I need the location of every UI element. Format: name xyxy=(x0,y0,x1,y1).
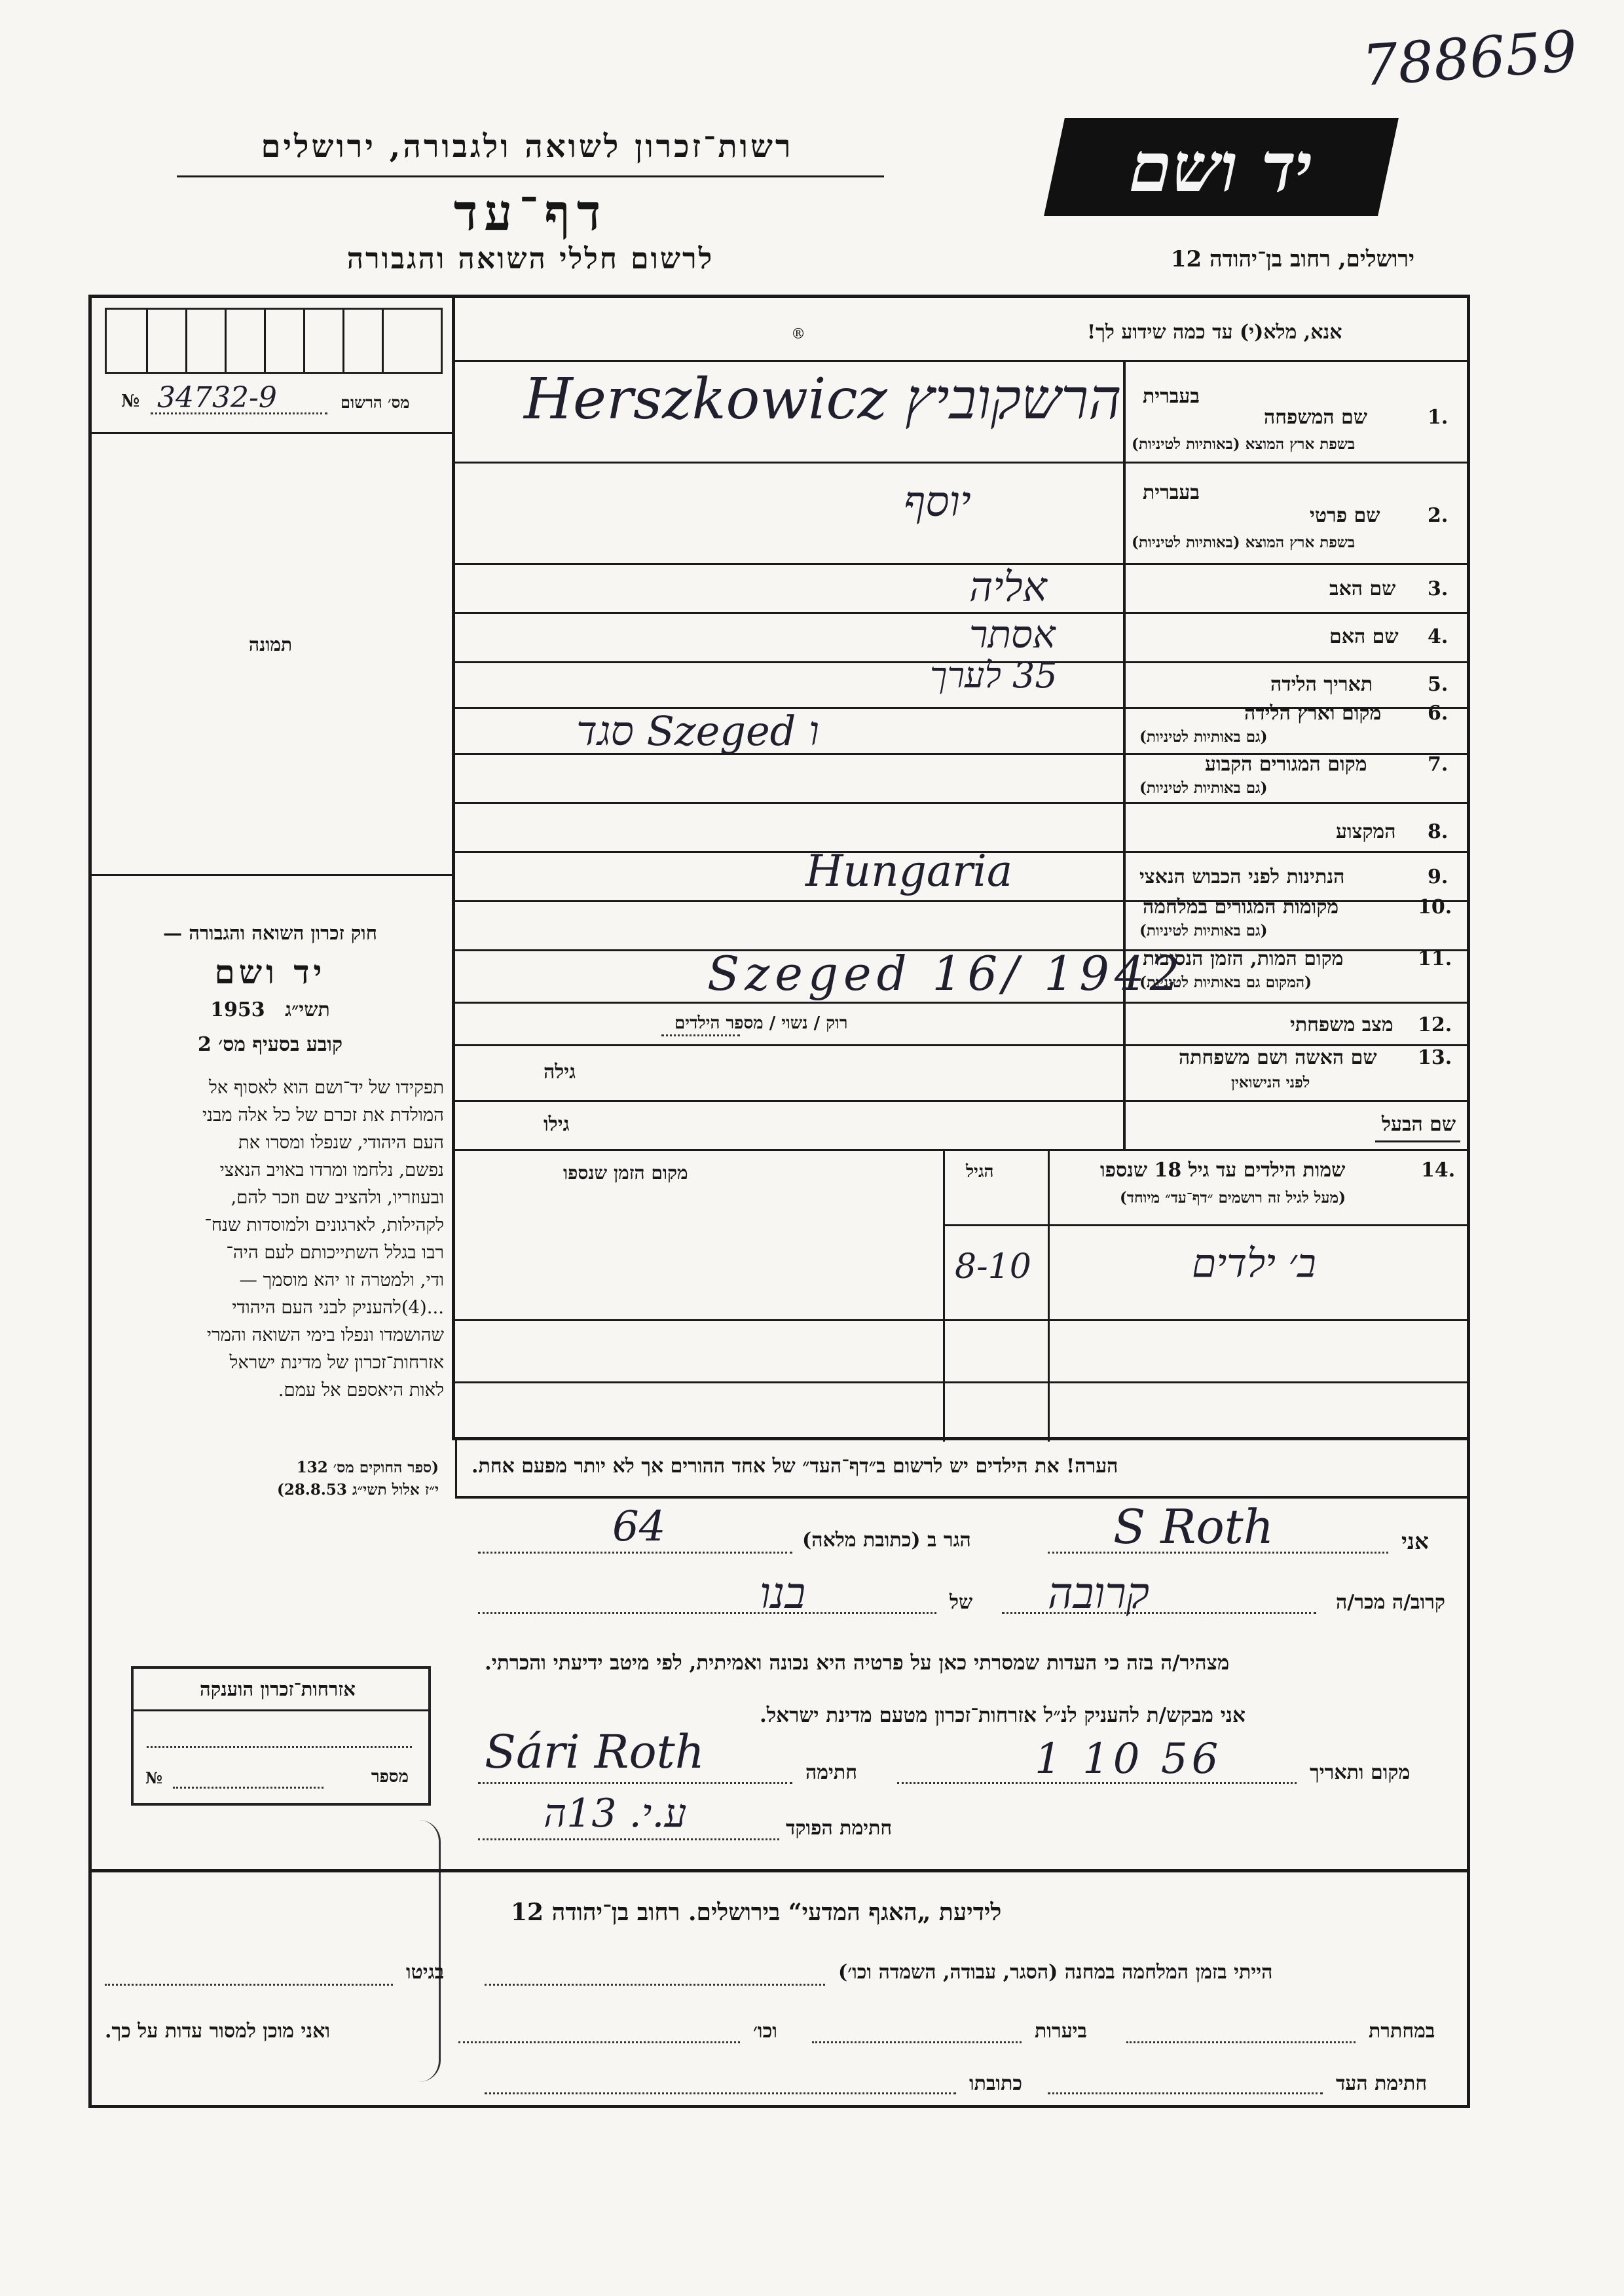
law-line: ...(4)להעניק לבני העם היהודי xyxy=(232,1297,444,1318)
children-age-header: הגיל xyxy=(966,1162,994,1182)
field-10-label: מקומות המגורים במלחמה xyxy=(1143,896,1339,919)
ghetto-label: בגיטו xyxy=(406,1961,445,1984)
officer-value: ע.י. 13ה xyxy=(544,1791,687,1836)
of-dots xyxy=(478,1612,936,1614)
husband-underline xyxy=(1375,1140,1460,1142)
field-3-value: אליה xyxy=(969,563,1047,611)
law-name: יד ושם xyxy=(214,953,326,991)
children-place-header: מקום הזמן שנספו xyxy=(563,1162,688,1184)
field-11-number: 11. xyxy=(1418,947,1452,970)
field-5-number: 5. xyxy=(1428,673,1449,696)
law-line: לאות היאספם אל עמם. xyxy=(278,1379,444,1400)
citizenship-number-label: מספר xyxy=(371,1767,409,1787)
field-10-sub: (גם באותיות לטיניות) xyxy=(1139,922,1268,939)
registration-divider xyxy=(92,432,453,434)
law-line: רבו בגלל השתייכותם לעם היה־ xyxy=(226,1242,444,1263)
field-7-label: מקום המגורים הקבוע xyxy=(1205,753,1367,776)
field-8-label: המקצוע xyxy=(1336,820,1396,843)
hebrew-label-1: בעברית xyxy=(1143,385,1200,408)
authority-underline xyxy=(177,175,884,177)
children-count-dots xyxy=(661,1034,740,1036)
field-9-number: 9. xyxy=(1428,866,1449,888)
law-line: נפשם, נלחמו ומרדו באויב הנאצי xyxy=(219,1159,444,1180)
note-bottom xyxy=(455,1496,1468,1499)
law-line: ובעוזריו, ולהציב שם וזכר להם, xyxy=(231,1187,444,1208)
wife-age-label: גילה xyxy=(544,1061,576,1084)
field-1-number: 1. xyxy=(1428,406,1449,429)
frame-left xyxy=(88,295,92,2108)
camp-line: הייתי בזמן המלחמה במחנה (הסגר, עבודה, השמדה וכו׳) xyxy=(838,1961,1273,1984)
field-5-label: תאריך הלידה xyxy=(1270,673,1373,696)
officer-bracket xyxy=(419,1820,441,2082)
field-13-label: שם האשה ושם משפחתה xyxy=(1179,1046,1377,1069)
forests-label: ביערות xyxy=(1035,2020,1088,2043)
field-5-value: 35 לערך xyxy=(930,655,1058,696)
field-2-sub: בשפת ארץ המוצא (באותיות לטיניות) xyxy=(1132,534,1356,551)
hiding-dots xyxy=(1126,2041,1356,2043)
frame-bottom xyxy=(88,2105,1470,2108)
field-7-sub: (גם באותיות לטיניות) xyxy=(1139,779,1268,797)
field-4-number: 4. xyxy=(1428,625,1449,648)
field-12-label: מצב משפחתי xyxy=(1290,1013,1393,1036)
header-address: ירושלים, רחוב בן־יהודה 12 xyxy=(1170,246,1414,272)
law-line: שהושמדו ונפלו בימי השואה והמרי xyxy=(206,1324,444,1345)
field-2-number: 2. xyxy=(1428,504,1449,527)
children-row-1 xyxy=(455,1319,1467,1321)
authority-name: רשות־זכרון לשואה ולגבורה, ירושלים xyxy=(261,128,794,165)
signature-label: חתימה xyxy=(805,1761,857,1784)
registered-mark: ® xyxy=(791,326,805,342)
field-6-sub: (גם באותיות לטיניות) xyxy=(1139,728,1268,746)
frame-top xyxy=(88,295,1470,298)
left-column-divider xyxy=(452,295,455,1440)
law-title: חוק זכרון השואה והגבורה — xyxy=(163,922,377,944)
intro-divider xyxy=(453,360,1468,362)
marital-options: רוק / נשוי / מספר הילדים xyxy=(674,1013,848,1033)
camp-dots xyxy=(485,1984,825,1986)
field-6-number: 6. xyxy=(1428,702,1449,725)
field-10-number: 10. xyxy=(1418,896,1452,919)
declaration-request: אני מבקש/ת להעניק לנ״ל אזרחות־זכרון מטעם מדינת ישראל. xyxy=(760,1704,1246,1727)
field-1-value: Herszkowicz הרשקוביץ xyxy=(524,367,1122,432)
citizenship-title: אזרחות־זכרון הוענקה xyxy=(200,1678,356,1700)
law-line: העם היהודי, שנפלו ומסרו את xyxy=(238,1132,444,1153)
of-label: של xyxy=(950,1591,973,1614)
field-13-sub: לפני הנישואין xyxy=(1231,1074,1310,1091)
tally-boxes xyxy=(105,308,443,374)
law-reference-1: (ספר החוקים מס׳ 132 xyxy=(296,1459,439,1476)
form-subtitle: לרשום חללי השואה והגבורה xyxy=(346,242,714,276)
ghetto-dots xyxy=(105,1984,393,1986)
field-4-label: שם האם xyxy=(1329,625,1399,648)
registration-dots xyxy=(151,412,327,414)
form-intro: אנא, מלא(י) עד כמה שידוע לך! xyxy=(1087,321,1342,344)
children-col-2 xyxy=(943,1150,945,1442)
field-9-label: הנתינות לפני הכבוש הנאצי xyxy=(1139,866,1345,888)
children-row-2 xyxy=(455,1381,1467,1383)
field-7-number: 7. xyxy=(1428,753,1449,776)
field-1-label: שם המשפחה xyxy=(1264,406,1368,429)
children-number: 14. xyxy=(1421,1159,1456,1182)
children-col-1 xyxy=(1048,1150,1050,1442)
of-value: בנו xyxy=(760,1568,806,1618)
children-name-value: ב׳ ילדים xyxy=(1192,1241,1316,1286)
form-title: דף־עד xyxy=(453,183,608,242)
ready-statement: ואני מוכן למסור עדות על כך. xyxy=(105,2020,331,2043)
law-year-number: 1953 xyxy=(210,998,265,1021)
etc-dots xyxy=(458,2041,740,2043)
husband-label: שם הבעל xyxy=(1382,1113,1456,1136)
declaration-statement: מצהיר/ה בזה כי העדות שמסרתי כאן על פרטיה היא נכונה ואמיתית, לפי מיטב ידיעתי והכרתי. xyxy=(485,1651,1230,1675)
field-12-number: 12. xyxy=(1418,1013,1452,1036)
registration-prefix: № xyxy=(121,392,140,411)
relation-value: קרובה xyxy=(1048,1568,1150,1618)
citizenship-prefix: № xyxy=(145,1768,163,1787)
officer-dots xyxy=(478,1838,779,1840)
hiding-label: במחתרת xyxy=(1369,2020,1435,2043)
signature-dots xyxy=(478,1782,792,1784)
law-year-hebrew: תשי״ג xyxy=(285,998,330,1021)
law-clause: קובע בסעיף מס׳ 2 xyxy=(197,1033,343,1056)
field-11-label: מקום המות, הזמן הנסיבות xyxy=(1143,947,1344,970)
husband-age-label: גילו xyxy=(544,1113,570,1136)
registration-number: 34732-9 xyxy=(157,381,277,414)
archive-number: 788659 xyxy=(1359,18,1579,100)
field-1-sub: בשפת ארץ המוצא (באותיות לטיניות) xyxy=(1132,435,1356,453)
note-text: הערה! את הילדים יש לרשום ב״דף־העד״ של אחד ההורים אך לא יותר מפעם אחת. xyxy=(471,1455,1118,1478)
children-sub: (מעל לגיל זה רושמים ״דף־עד״ מיוחד) xyxy=(1120,1189,1346,1207)
field-6-label: מקום וארץ הלידה xyxy=(1244,702,1382,725)
field-4-value: אסתר xyxy=(969,612,1056,657)
signature-value: Sári Roth xyxy=(485,1725,705,1779)
place-date-value: 1 10 56 xyxy=(1035,1735,1223,1783)
witness-name: S Roth xyxy=(1113,1499,1274,1554)
citizenship-box xyxy=(131,1666,431,1806)
field-2-value: יוסף xyxy=(904,478,971,526)
field-9-value: Hungaria xyxy=(805,846,1013,896)
field-6-value: סגד Szeged ו xyxy=(576,707,819,755)
law-line: תפקידו של יד־ושם הוא לאסוף אל xyxy=(208,1077,444,1098)
hebrew-label-2: בעברית xyxy=(1143,481,1200,504)
law-year xyxy=(98,998,442,1021)
residing-label: הגר ב (כתובת מלאה) xyxy=(802,1529,971,1552)
children-age-value: 8-10 xyxy=(955,1247,1031,1286)
bottom-title: לידיעת „האגף המדעי“ בירושלים. רחוב בן־יהודה 12 xyxy=(511,1899,1002,1926)
yad-vashem-logo: יד ושם xyxy=(1044,118,1399,216)
etc-label: וכו׳ xyxy=(753,2020,777,2043)
field-3-label: שם האב xyxy=(1329,577,1396,600)
children-header-divider xyxy=(943,1224,1467,1226)
field-13-number: 13. xyxy=(1418,1046,1452,1069)
witness-signature-dots xyxy=(1048,2092,1323,2094)
law-line: לקהילות, לארגונים ולמוסדות שנח־ xyxy=(204,1214,444,1235)
address-value: 64 xyxy=(612,1503,666,1551)
law-divider xyxy=(92,874,453,876)
bottom-section-top xyxy=(88,1869,1470,1872)
photo-label: תמונה xyxy=(249,634,293,655)
field-8-number: 8. xyxy=(1428,820,1449,843)
law-reference-2: י״ז אלול תשי״ג 28.8.53) xyxy=(277,1481,439,1499)
officer-label: חתימת הפוקד xyxy=(786,1817,893,1840)
law-line: אזרחות־זכרון של מדינת ישראל xyxy=(229,1352,444,1373)
witness-signature-label: חתימת העד xyxy=(1336,2072,1428,2095)
frame-right xyxy=(1467,295,1470,2108)
address-dots xyxy=(478,1552,792,1554)
field-11-sub: (המקום גם באותיות לטיניות) xyxy=(1139,974,1312,991)
field-2-label: שם פרטי xyxy=(1310,504,1380,527)
witness-address-label: כתובתו xyxy=(969,2072,1023,2095)
place-date-label: מקום ותאריך xyxy=(1310,1761,1411,1784)
forests-dots xyxy=(812,2041,1022,2043)
law-line: ודי, ולמטרה זו יהא מוסמך — xyxy=(239,1269,444,1290)
i-label: אני xyxy=(1401,1529,1429,1555)
witness-address-dots xyxy=(485,2092,956,2094)
field-3-number: 3. xyxy=(1428,577,1449,600)
relative-label: קרוב/ה מכר/ה xyxy=(1336,1591,1445,1614)
field-11-value: Szeged 16/ 1942 xyxy=(707,946,1185,1001)
law-line: המולדת את זכרם של כל אלה מבני xyxy=(202,1104,444,1125)
note-top xyxy=(455,1437,1468,1440)
children-label: שמות הילדים עד גיל 18 שנספו xyxy=(1100,1159,1346,1182)
registration-label: מס׳ הרשום xyxy=(341,393,410,412)
law-text xyxy=(98,1074,444,1404)
note-left xyxy=(455,1437,457,1497)
